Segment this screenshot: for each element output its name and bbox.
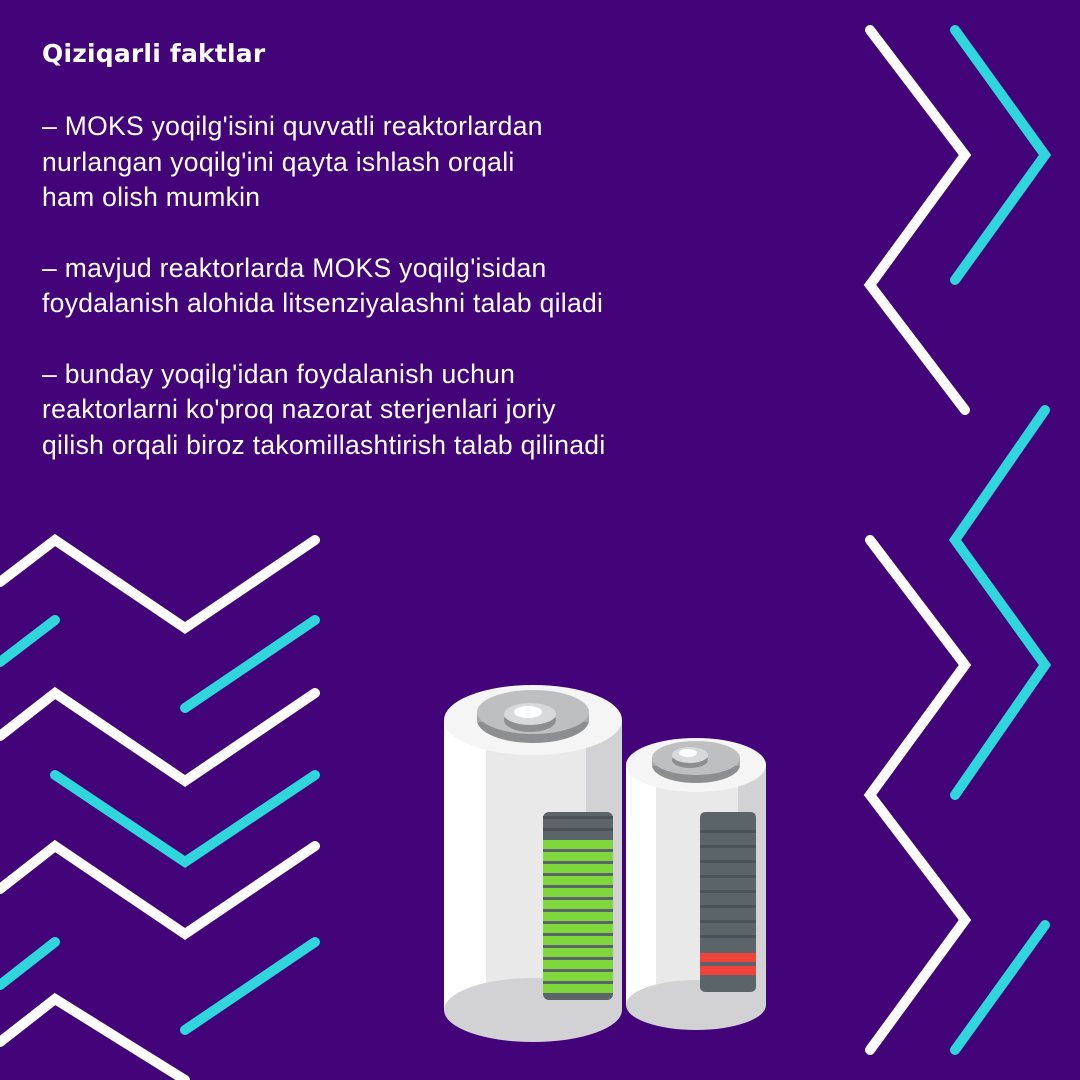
facts-text-block (42, 36, 842, 498)
fact-item: – MOKS yoqilg'isini quvvatli reaktorlardan nurlangan yoqilg'ini qayta ishlash orqali ham olish mumkin (42, 111, 543, 212)
battery-small (626, 738, 766, 1030)
battery-large (444, 685, 622, 1042)
facts-title: Qiziqarli faktlar (42, 39, 266, 68)
fact-item: – bunday yoqilg'idan foydalanish uchun reaktorlarni ko'proq nazorat sterjenlari joriy qilish orqali biroz takomillashtirish talab qilinadi (42, 358, 606, 460)
fact-item: – mavjud reaktorlarda MOKS yoqilg'isidan foydalanish alohida litsenziyalashni talab qiladi (42, 252, 604, 318)
